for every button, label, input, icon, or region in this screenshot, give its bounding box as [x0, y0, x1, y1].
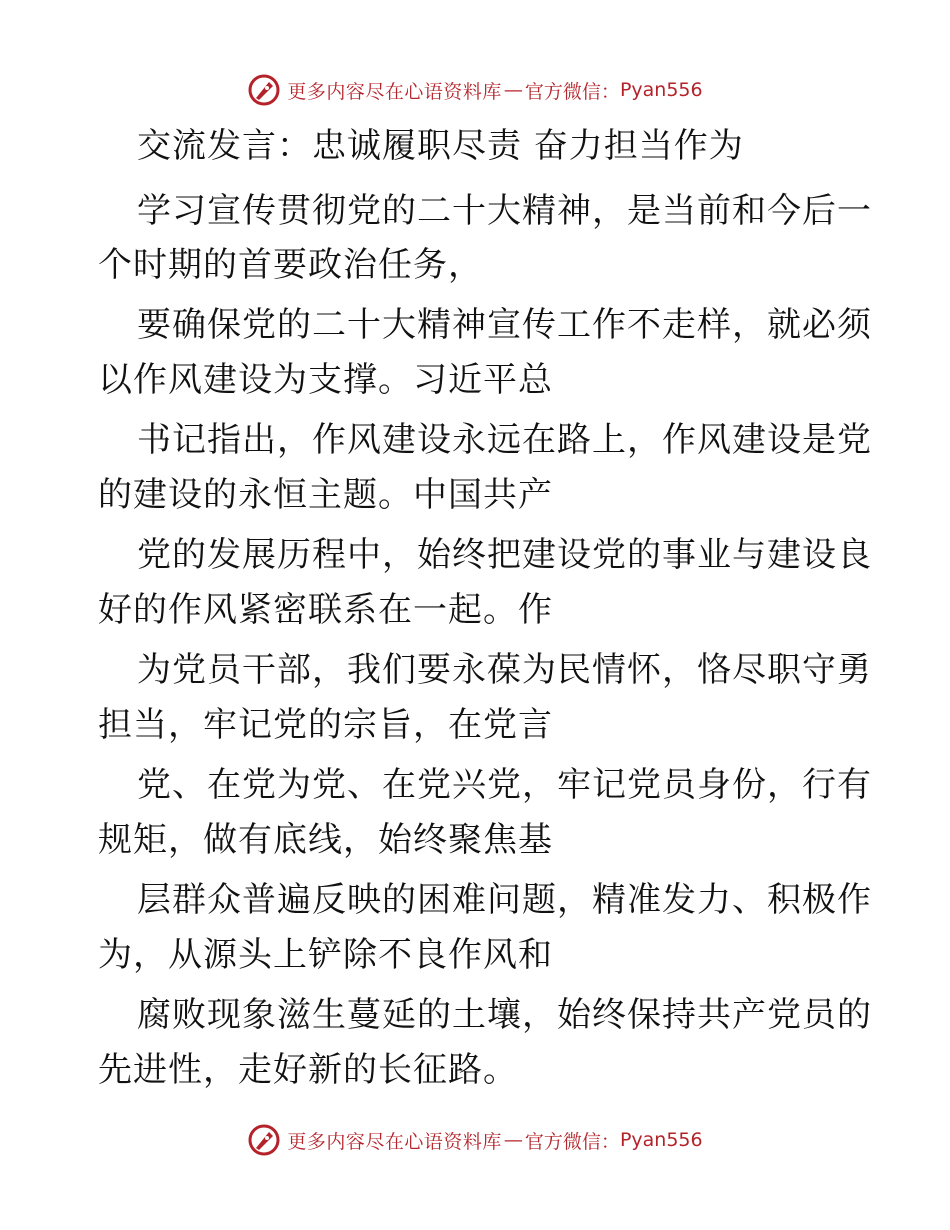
paragraph-line: 书记指出，作风建设永远在路上，作风建设是党: [137, 420, 872, 460]
paragraph-line: 层群众普遍反映的困难问题，精准发力、积极作: [137, 880, 872, 920]
paragraph-line: 个时期的首要政治任务，: [98, 245, 483, 285]
pen-nib-logo-icon: [247, 1123, 281, 1157]
banner-wechat-id: Pyan556: [619, 1129, 703, 1151]
paragraph-line: 好的作风紧密联系在一起。作: [98, 590, 553, 630]
banner-wechat-label: 官方微信：: [524, 1130, 620, 1153]
banner-dash: —: [503, 1129, 523, 1151]
paragraph-line: 要确保党的二十大精神宣传工作不走样，就必须: [137, 305, 872, 345]
footer-banner: [0, 1118, 950, 1162]
paragraph-line: 党的发展历程中，始终把建设党的事业与建设良: [137, 535, 872, 575]
paragraph-line: 为，从源头上铲除不良作风和: [98, 935, 553, 975]
banner-wechat-id: Pyan556: [619, 79, 703, 101]
paragraph-line: 党、在党为党、在党兴党，牢记党员身份，行有: [137, 765, 872, 805]
banner-wechat-label: 官方微信：: [524, 80, 620, 103]
banner-dash: —: [503, 79, 523, 101]
paragraph-line: 腐败现象滋生蔓延的土壤，始终保持共产党员的: [137, 995, 872, 1035]
paragraph-line: 学习宣传贯彻党的二十大精神，是当前和今后一: [137, 191, 872, 231]
paragraph-line: 担当，牢记党的宗旨，在党言: [98, 705, 553, 745]
paragraph-line: 规矩，做有底线，始终聚焦基: [98, 820, 553, 860]
document-title: 交流发言：忠诚履职尽责 奋力担当作为: [137, 126, 744, 166]
paragraph-line: 为党员干部，我们要永葆为民情怀，恪尽职守勇: [137, 650, 872, 690]
header-banner: [0, 68, 950, 112]
paragraph-line: 先进性，走好新的长征路。: [98, 1050, 518, 1090]
paragraph-line: 以作风建设为支撑。习近平总: [98, 360, 553, 400]
banner-text: 更多内容尽在心语资料库: [287, 80, 502, 103]
paragraph-line: 的建设的永恒主题。中国共产: [98, 475, 553, 515]
pen-nib-logo-icon: [247, 73, 281, 107]
banner-text: 更多内容尽在心语资料库: [287, 1130, 502, 1153]
